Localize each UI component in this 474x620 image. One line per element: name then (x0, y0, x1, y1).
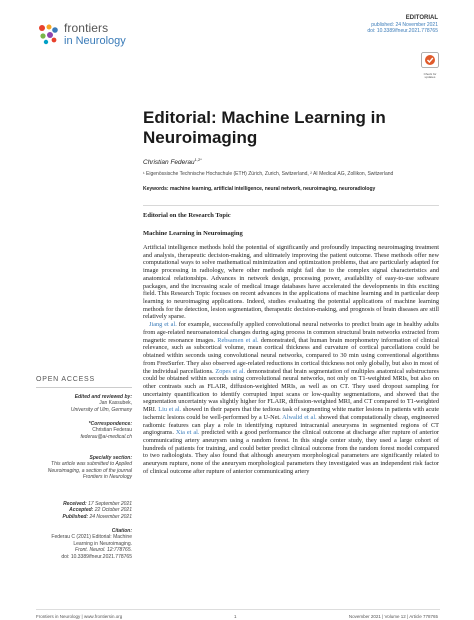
paragraph-2 (143, 321, 439, 475)
article-body (143, 244, 439, 476)
title-line-2: Neuroimaging (143, 128, 258, 147)
affiliations: ¹ Eigenössische Technische Hochschule (ETH) Zürich, Zurich, Switzerland, ² AI Medical AG, Zollikon, Switzerland (143, 171, 394, 177)
divider (143, 205, 439, 206)
check-for-updates-button[interactable] (421, 52, 439, 80)
research-topic-title[interactable]: Machine Learning in Neuroimaging (143, 230, 243, 237)
keywords-label: Keywords: (143, 186, 169, 192)
article-meta (367, 15, 438, 35)
paragraph-1: Artificial intelligence methods hold the potential of significantly and profoundly impacting neuroimaging treatment and analysis, therapeutic decision-making, and ultimately improving the patient outcome. These methods offer new computational ways to solve mathematical minimization and optimization problems, that are particularly adapted for image processing in radiology, where other methods might fail due to the complex signal characteristics and anatomical relationships. Advances in network design, processing power, availability of easy-to-use software packages, and the increasing scale of medical image databases have accelerated the developments in this exciting field. This Research Topic focuses on recent advances in the applications of machine learning and in particular deep learning to neuroimaging applications. Indeed, studies evaluating the potential applications of machine learning methods for the detection, lesion segmentation, therapeutic decision-making, and prognosis of brain diseases are still relatively sparse. (143, 244, 439, 321)
edited-label: Edited and reviewed by: (74, 394, 132, 400)
accepted-date: 22 October 2021 (94, 507, 132, 514)
specialty-label: Specialty section: (89, 455, 132, 461)
paragraph-text: demonstrated that brain segmentation of multiples anatomical substructures could be obtained within seconds using convolutional neural networks, not only on T1-weighted MRIs, but also on other contrasts such as FLAIR, diffusion-weighted MRIs, as well as on CT. They used dropout sampling for uncertainty quantification to identify corrupted input scans or low-quality segmentations, and showed that the segmentation uncertainty was slightly higher for FLAIR, diffusion-weighted MRI, and CT compared to T1-weighted MRI. (143, 367, 439, 414)
citation-link[interactable]: Liu et al. (158, 406, 182, 414)
check-for-updates-icon (421, 52, 439, 68)
citation-doi[interactable]: doi: 10.3389/fneur.2021.778765 (61, 553, 132, 560)
specialty-text: This article was submitted to Applied Neuroimaging, a section of the journal Frontiers in Neurology (47, 461, 132, 481)
footer-issue-info: November 2021 | Volume 12 | Article 778765 (348, 614, 438, 619)
citation-link[interactable]: Rebsamen et al. (217, 336, 259, 344)
article-type: EDITORIAL (405, 15, 438, 21)
correspondence-email[interactable]: federau@ai-medical.ch (80, 433, 132, 440)
published-date-side: 24 November 2021 (89, 513, 132, 520)
citation-text: Federau C (2021) Editorial: Machine Learning in Neuroimaging. (51, 534, 132, 547)
check-for-updates-label: Check for updates (423, 72, 437, 80)
footer-journal-link[interactable]: Frontiers in Neurology | www.frontiersin.org (36, 614, 123, 619)
editor-block (36, 394, 132, 413)
correspondence-block (36, 421, 132, 440)
doi-link[interactable]: doi: 10.3389/fneur.2021.778765 (367, 28, 438, 35)
received-date: 17 September 2021 (88, 501, 132, 507)
citation-block (36, 528, 132, 560)
author-line[interactable] (143, 157, 202, 166)
section-heading-research-topic: Editorial on the Research Topic (143, 212, 231, 219)
journal-brand: frontiers (64, 21, 109, 35)
dates-block (36, 501, 132, 520)
author-affil-marks: 1,2* (194, 157, 202, 162)
article-title (143, 108, 433, 148)
citation-link[interactable]: Zopes et al. (215, 367, 246, 375)
paragraph-text: showed in their papers that the tedious task of segmenting white matter lesions in patients with acute ischemic lesions could be well-performed by a U-Net. (143, 406, 439, 421)
paragraph-text: for example, successfully applied convolutional neural networks to predict brain age in healthy adults from age-related neuroanatomical changes during aging process in common structural brain networks extracted from magnetic resonance images. (143, 321, 439, 344)
editor-affiliation: University of Ulm, Germany (70, 406, 132, 413)
citation-label: Citation: (111, 528, 132, 534)
published-date: published: 24 November 2021 (371, 21, 438, 28)
published-label: Published: (62, 513, 89, 520)
correspondence-name: Christian Federau (92, 427, 132, 434)
received-label: Received: (63, 501, 87, 507)
journal-logo[interactable] (36, 20, 126, 50)
title-line-1: Editorial: Machine Learning in (143, 108, 386, 127)
citation-link[interactable]: Jiang et al. (149, 321, 177, 329)
citation-journal: Front. Neurol. 12:778765. (75, 547, 132, 554)
footer-divider (36, 609, 440, 610)
keywords-list: machine learning, artificial intelligence, neural network, neuroimaging, neuroradiology (169, 186, 376, 192)
keywords (143, 186, 375, 192)
journal-name: in Neurology (64, 35, 126, 47)
sidebar-divider (36, 387, 132, 388)
citation-link[interactable]: Xia et al. (175, 429, 200, 437)
citation-link[interactable]: Alwalid et al. (282, 413, 317, 421)
editor-name: Jan Kassubek, (99, 400, 132, 407)
accepted-label: Accepted: (69, 507, 94, 514)
paragraph-text: showed that computationally cheap, engineered radiomic features can play a role in identifying ruptured intracranial aneurysms in segmented regions of CT angiograms. (143, 413, 439, 437)
specialty-block (36, 455, 132, 481)
frontiers-logo-icon (36, 22, 60, 46)
page-number: 1 (234, 614, 237, 619)
paragraph-text: demonstrated, that human brain morphometry information of clinical relevance, such as subcortical volume, mean cortical thickness and curvature of cortical parcellations could be obtained within seconds using convolutional neural networks, compared to 30 min using conventional algorithms from FreeSurfer. They also observed age-related reductions in cortical thickness not only globally, but also in most of the individual parcellations. (143, 336, 440, 375)
correspondence-label: *Correspondence: (88, 421, 132, 427)
paragraph-text: predicted with a good performance the clinical outcome at discharge after rupture of anterior communicating artery aneurysm using a random forest. In this single center study, they used a large cohort of hundreds of patients for training, and could better predict clinical outcome from the random forest model compared to two radiologists. They also found that although aneurysm morphological parameters are significantly related to aneurysm rupture, none of the aneurysm morphological parameters they investigated was an independent risk factor of clinical outcome after rupture of anterior communicating artery (143, 429, 440, 475)
open-access-label: OPEN ACCESS (36, 376, 95, 383)
author-name: Christian Federau (143, 159, 195, 167)
